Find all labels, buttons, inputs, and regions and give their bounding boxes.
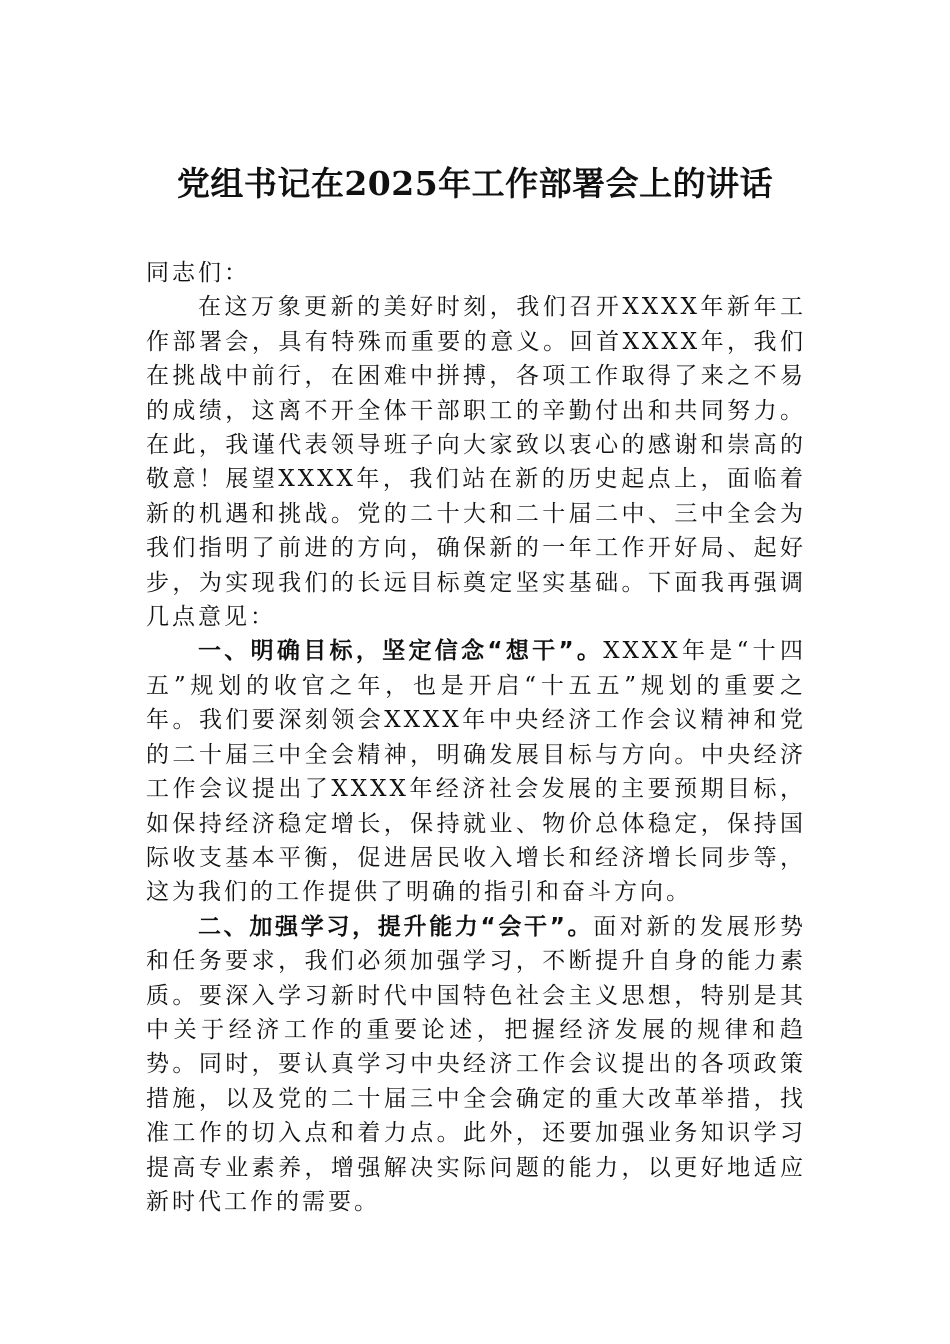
document-body	[146, 256, 806, 1219]
document-title: 党组书记在2025年工作部署会上的讲话	[176, 164, 774, 203]
intro-paragraph: 在这万象更新的美好时刻，我们召开XXXX年新年工作部署会，具有特殊而重要的意义。回首XXXX年，我们在挑战中前行，在困难中拼搏，各项工作取得了来之不易的成绩，这离不开全体干部职工的辛勤付出和共同努力。在此，我谨代表领导班子向大家致以衷心的感谢和崇高的敬意！展望XXXX年，我们站在新的历史起点上，面临着新的机遇和挑战。党的二十大和二十届二中、三中全会为我们指明了前进的方向，确保新的一年工作开好局、起好步，为实现我们的长远目标奠定坚实基础。下面我再强调几点意见：	[146, 294, 806, 631]
section-paragraph-2	[146, 910, 806, 1220]
section-text-1: XXXX年是“十四五”规划的收官之年，也是开启“十五五”规划的重要之年。我们要深刻领会XXXX年中央经济工作会议精神和党的二十届三中全会精神，明确发展目标与方向。中央经济工作会议提出了XXXX年经济社会发展的主要预期目标，如保持经济稳定增长，保持就业、物价总体稳定，保持国际收支基本平衡，促进居民收入增长和经济增长同步等，这为我们的工作提供了明确的指引和奋斗方向。	[146, 638, 806, 906]
section-paragraph-1	[146, 634, 806, 909]
section-heading-1: 一、明确目标，坚定信念“想干”。	[198, 638, 604, 665]
salutation: 同志们：	[146, 260, 250, 286]
section-text-2: 面对新的发展形势和任务要求，我们必须加强学习，不断提升自身的能力素质。要深入学习新时代中国特色社会主义思想，特别是其中关于经济工作的重要论述，把握经济发展的规律和趋势。同时，要认真学习中央经济工作会议提出的各项政策措施，以及党的二十届三中全会确定的重大改革举措，找准工作的切入点和着力点。此外，还要加强业务知识学习提高专业素养，增强解决实际问题的能力，以更好地适应新时代工作的需要。	[146, 913, 807, 1215]
section-heading-2: 二、加强学习，提升能力“会干”。	[198, 913, 594, 940]
